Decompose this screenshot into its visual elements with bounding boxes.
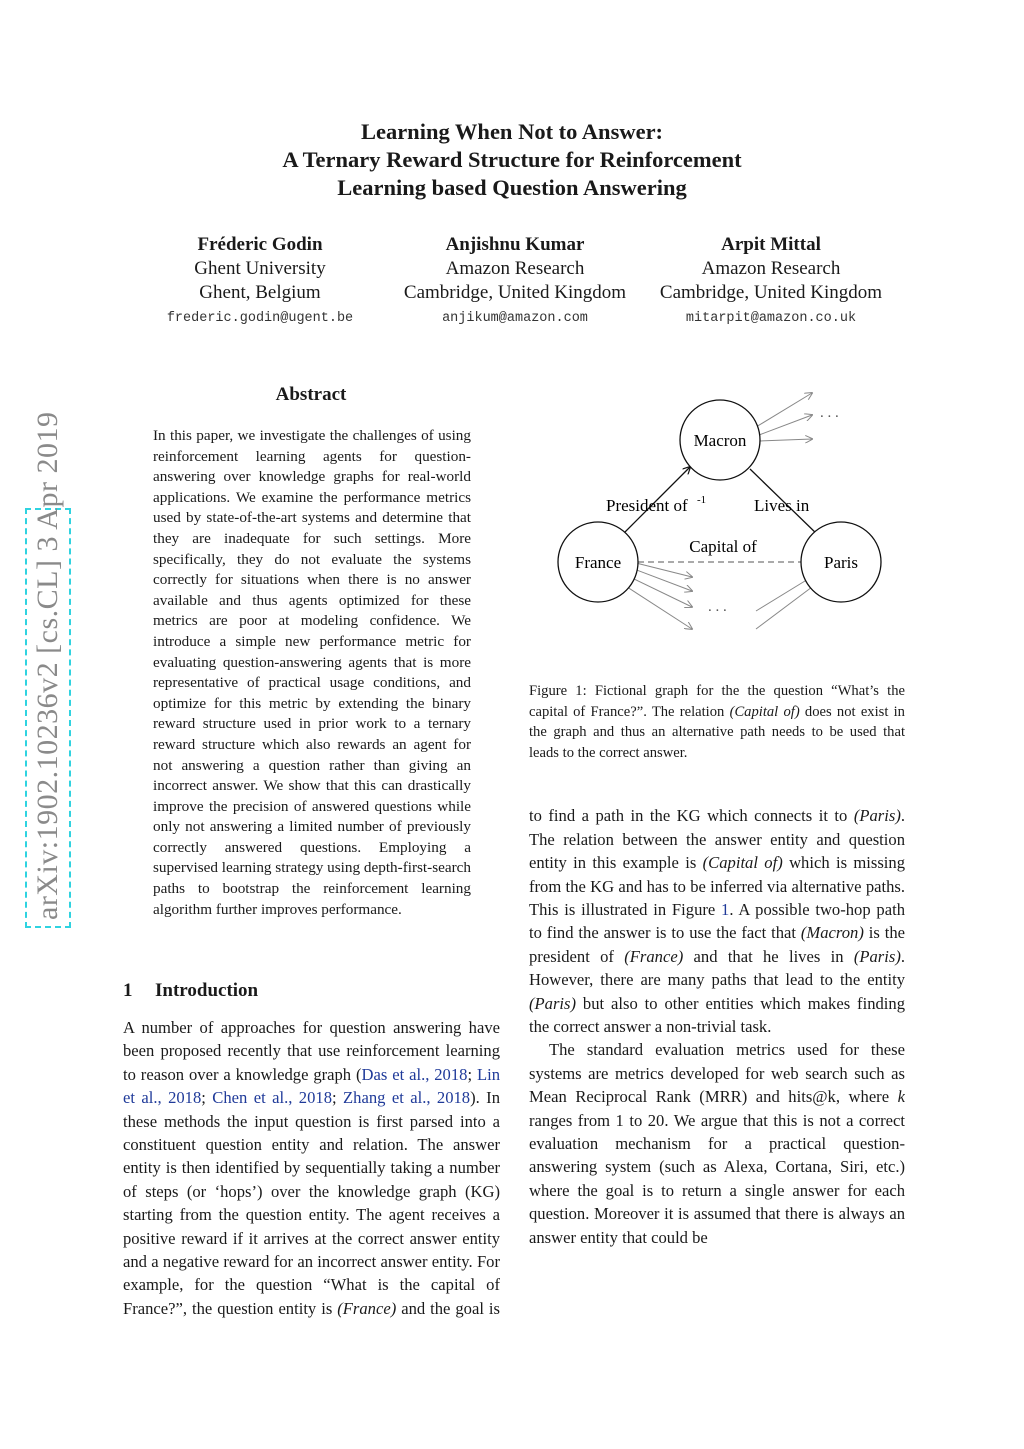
author-block-1: [150, 233, 370, 329]
arxiv-stamp: arXiv:1902.10236v2 [cs.CL] 3 Apr 2019: [25, 508, 71, 928]
figure-1-graph: [540, 385, 910, 645]
france-edge-3: [636, 563, 692, 577]
edge-label-capital: Capital of: [689, 537, 757, 556]
paper-title: [0, 118, 1024, 202]
intro-paragraph-1: A number of approaches for question answering have been proposed recently that use reinforcement learning to reason over a knowledge graph (Das et al., 2018; Lin et al., 2018; Chen et al., 2018; Zhang et al., 2018). In these methods the input question is first parsed into a constituent question entity and relation. The answer entity is then identified by sequentially taking a number of steps (or ‘hops’) over the knowledge graph (KG) starting from the question entity. The agent receives a positive reward if it arrives at the correct answer entity and a negative reward for an incorrect answer entity. For example, for the question “What is the capital of France?”, the question entity is (France) and the goal is: [123, 1018, 500, 1318]
edge-label-president-sup: -1: [697, 494, 707, 506]
abstract-heading: Abstract: [275, 384, 347, 405]
author-name: Fréderic Godin: [197, 234, 323, 255]
author-location: Cambridge, United Kingdom: [659, 282, 883, 303]
edge-label-lives: Lives in: [754, 496, 810, 515]
intro-paragraph-2: The standard evaluation metrics used for these systems are metrics developed for web search such as Mean Reciprocal Rank (MRR) and hits@k, where k ranges from 1 to 20. We argue that this is not a correct evaluation mechanism for a practical question-answering system (such as Alexa, Cortana, Siri, etc.) where the goal is to return a single answer for each question. Moreover it is assumed that there is always an answer entity that could be: [529, 1040, 905, 1247]
author-affiliation: Amazon Research: [701, 258, 841, 279]
intro-right-flow: [529, 804, 905, 1249]
author-location: Cambridge, United Kingdom: [403, 282, 627, 303]
author-name: Arpit Mittal: [721, 234, 821, 255]
ellipsis-france: . . .: [708, 599, 727, 615]
node-macron-label: Macron: [693, 431, 747, 450]
author-location: Ghent, Belgium: [199, 282, 321, 303]
title-line-2: A Ternary Reward Structure for Reinforcement: [282, 147, 742, 172]
section-number: 1: [123, 980, 133, 1001]
title-line-1: Learning When Not to Answer:: [360, 119, 664, 144]
author-block-2: [384, 233, 646, 329]
france-edge-4: [624, 585, 692, 629]
citation-lin[interactable]: Lin et al., 2018: [123, 1064, 500, 1108]
node-france-label: France: [574, 553, 622, 572]
author-affiliation: Ghent University: [194, 258, 326, 279]
citation-das[interactable]: Das et al., 2018: [361, 1064, 468, 1084]
citation-zhang[interactable]: Zhang et al., 2018: [343, 1088, 471, 1108]
section-heading: [123, 980, 258, 1002]
ellipsis-macron: . . .: [820, 405, 839, 421]
macron-edge-2: [759, 415, 812, 435]
edge-label-president: President of: [606, 496, 688, 515]
author-block-3: [640, 233, 902, 329]
france-edge-1: [630, 577, 692, 607]
section-title: Introduction: [155, 980, 259, 1001]
figure-reference[interactable]: 1: [721, 899, 730, 919]
abstract-text: In this paper, we investigate the challenges of using reinforcement learning agents for question-answering over knowledge graphs for real-world applications. We examine the performance metrics used by state-of-the-art systems and determine that they are inadequate for such settings. More specifically, they do not evaluate the systems correctly for situations when there is no answer available and thus agents optimized for these metrics are poor at modeling confidence. We introduce a simple new performance metric for evaluating question-answering agents that is more representative of practical usage conditions, and optimize for this metric by extending the binary reward structure used in prior work to a ternary reward structure which also rewards an agent for not answering a question rather than giving an incorrect answer. We show that this can drastically improve the precision of answered questions while only not answering a limited number of previously correctly answered questions. Employing a supervised learning strategy using depth-first-search paths to bootstrap the reinforcement learning algorithm further improves performance.: [153, 427, 471, 918]
node-paris-label: Paris: [824, 553, 858, 572]
macron-outgoing-edges: [756, 393, 812, 441]
intro-paragraph-1-cont: to find a path in the KG which connects it to (Paris). The relation between the answer entity and question entity in this example is (Capital of) which is missing from the KG and has to be inferred via alternative paths. This is illustrated in Figure 1. A possible two-hop path to find the answer is to use the fact that (Macron) is the president of (France) and that he lives in (Paris). However, there are many paths that lead to the entity (Paris) but also to other entities which makes finding the correct answer a non-trivial task.: [529, 806, 905, 1036]
intro-left-column: [123, 1016, 500, 1324]
author-email[interactable]: frederic.godin@ugent.be: [166, 311, 354, 326]
macron-edge-1: [756, 393, 812, 427]
citation-chen[interactable]: Chen et al., 2018: [212, 1088, 332, 1108]
author-email[interactable]: anjikum@amazon.com: [442, 311, 588, 326]
figure-1-caption: Figure 1: Fictional graph for the the question “What’s the capital of France?”. The relation (Capital of) does not exist in the graph and thus an alternative path needs to be used that leads to the correct answer.: [529, 683, 905, 761]
france-edge-2: [634, 569, 692, 591]
title-line-3: Learning based Question Answering: [337, 175, 687, 200]
intro-right-column: [529, 804, 905, 1329]
author-name: Anjishnu Kumar: [445, 234, 585, 255]
author-email[interactable]: mitarpit@amazon.co.uk: [685, 311, 857, 326]
author-affiliation: Amazon Research: [445, 258, 585, 279]
macron-edge-3: [760, 439, 812, 441]
